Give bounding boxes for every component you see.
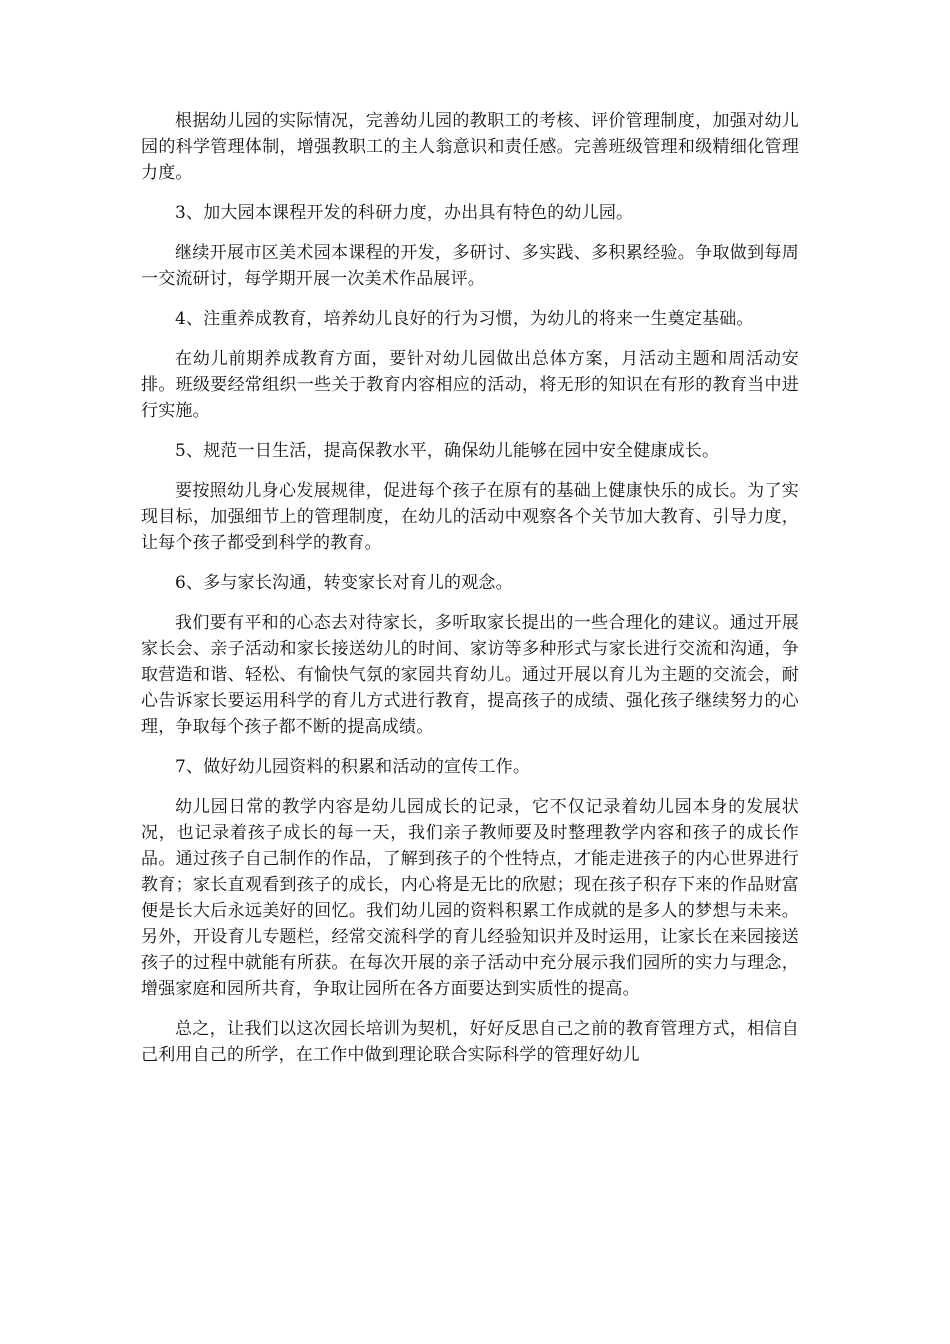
paragraph-management-system: 根据幼儿园的实际情况，完善幼儿园的教职工的考核、评价管理制度，加强对幼儿园的科学管理体制，增强教职工的主人翁意识和责任感。完善班级管理和级精细化管理力度。	[141, 111, 799, 183]
document-body	[141, 108, 799, 1082]
heading-item-3: 3、加大园本课程开发的科研力度，办出具有特色的幼儿园。	[175, 203, 634, 223]
heading-item-5: 5、规范一日生活，提高保教水平，确保幼儿能够在园中安全健康成长。	[175, 441, 720, 461]
paragraph-habit-education: 在幼儿前期养成教育方面，要针对幼儿园做出总体方案，月活动主题和周活动安排。班级要经常组织一些关于教育内容相应的活动，将无形的知识在有形的教育当中进行实施。	[141, 349, 799, 421]
paragraph-conclusion: 总之，让我们以这次园长培训为契机，好好反思自己之前的教育管理方式，相信自己利用自己的所学，在工作中做到理论联合实际科学的管理好幼儿	[141, 1019, 799, 1065]
heading-item-6: 6、多与家长沟通，转变家长对育儿的观念。	[175, 573, 513, 593]
paragraph-records-publicity: 幼儿园日常的教学内容是幼儿园成长的记录，它不仅记录着幼儿园本身的发展状况，也记录着孩子成长的每一天，我们亲子教师要及时整理教学内容和孩子的成长作品。通过孩子自己制作的作品，了解到孩子的个性特点，才能走进孩子的内心世界进行教育；家长直观看到孩子的成长，内心将是无比的欣慰；现在孩子积存下来的作品财富便是长大后永远美好的回忆。我们幼儿园的资料积累工作成就的是多人的梦想与未来。另外，开设育儿专题栏，经常交流科学的育儿经验知识并及时运用，让家长在来园接送孩子的过程中就能有所获。在每次开展的亲子活动中充分展示我们园所的实力与理念，增强家庭和园所共育，争取让园所在各方面要达到实质性的提高。	[141, 797, 799, 999]
paragraph-daily-life: 要按照幼儿身心发展规律，促进每个孩子在原有的基础上健康快乐的成长。为了实现目标，加强细节上的管理制度，在幼儿的活动中观察各个关节加大教育、引导力度，让每个孩子都受到科学的教育。	[141, 481, 799, 553]
paragraph-parent-communication: 我们要有平和的心态去对待家长，多听取家长提出的一些合理化的建议。通过开展家长会、亲子活动和家长接送幼儿的时间、家访等多种形式与家长进行交流和沟通，争取营造和谐、轻松、有愉快气氛的家园共育幼儿。通过开展以育儿为主题的交流会，耐心告诉家长要运用科学的育儿方式进行教育，提高孩子的成绩、强化孩子继续努力的心理，争取每个孩子都不断的提高成绩。	[141, 613, 799, 737]
heading-item-7: 7、做好幼儿园资料的积累和活动的宣传工作。	[175, 757, 531, 777]
heading-item-4: 4、注重养成教育，培养幼儿良好的行为习惯，为幼儿的将来一生奠定基础。	[175, 309, 754, 329]
paragraph-art-curriculum: 继续开展市区美术园本课程的开发，多研讨、多实践、多积累经验。争取做到每周一交流研讨，每学期开展一次美术作品展评。	[141, 243, 799, 289]
